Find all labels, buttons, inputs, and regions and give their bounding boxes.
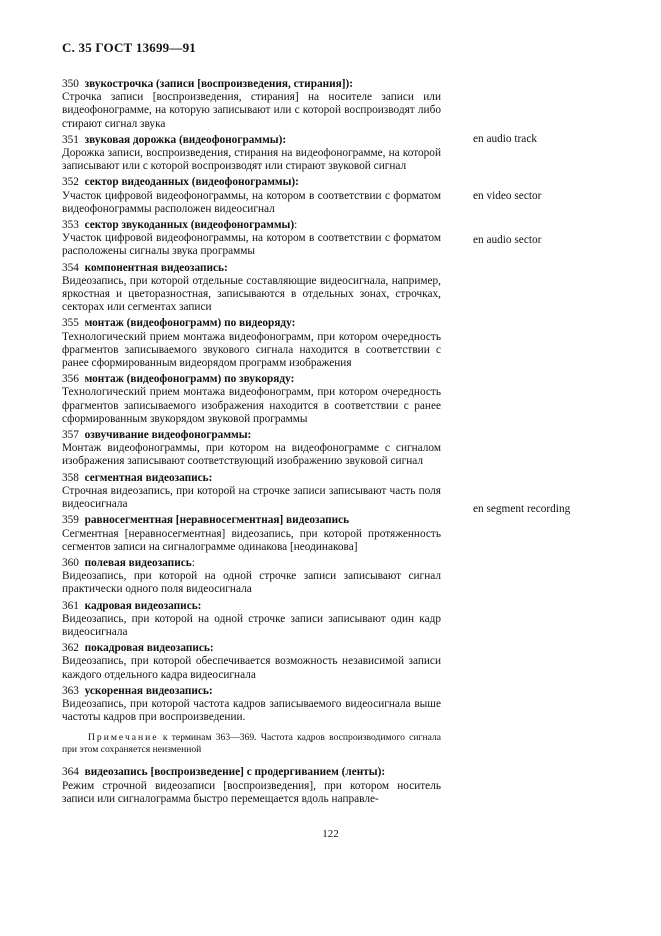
term-number: 353 — [62, 219, 79, 232]
term-title: сегментная видеозапись: — [84, 471, 213, 484]
term-title: звукострочка (записи [воспроизведения, стирания]): — [84, 78, 354, 90]
term-definition: Сегментная [неравносегментная] видеозапись, при которой протяженность сегментов записи на сигналограмме одинакова [неодинакова] — [62, 527, 441, 553]
term-title: покадровая видеозапись: — [84, 642, 214, 655]
term-entry-351 — [62, 134, 441, 174]
term-colon: : — [191, 556, 195, 569]
note — [62, 732, 441, 756]
note-text: к терминам 363—369. Частота кадров воспроизводимого сигнала при этом сохраняется неизменной — [62, 732, 441, 756]
term-entry-362 — [62, 642, 441, 682]
term-title: равносегментная [неравносегментная] видеозапись — [84, 514, 350, 527]
term-number: 350 — [62, 78, 79, 90]
term-title: видеозапись [воспроизведение] с продергиванием (ленты): — [84, 766, 386, 779]
term-title: ускоренная видеозапись: — [84, 684, 213, 697]
term-entry-352 — [62, 176, 441, 216]
term-definition: Монтаж видеофонограммы, при котором на видеофонограмме с сигналом изображения записывают соответствующий изображению звуковой сигнал — [62, 442, 441, 468]
term-colon: : — [294, 219, 298, 232]
term-definition: Технологический прием монтажа видеофонограмм, при котором очередность фрагментов записываемого изображения находится в соответствии с ранее сформированным звукорядом звуковой программы — [62, 386, 441, 425]
term-title: озвучивание видеофонограммы: — [84, 429, 252, 442]
term-title: монтаж (видеофонограмм) по видеоряду: — [84, 317, 296, 330]
term-definition: Видеозапись, при которой на одной строчке записи записывают сигнал практически одного поля видеосигнала — [62, 570, 441, 596]
term-definition: Строчка записи [воспроизведения, стирания] на носителе записи или видеофонограмме, на которую записывают или с которой воспроизводят либо стирают сигнал звука — [62, 91, 441, 130]
term-number: 361 — [62, 599, 79, 612]
term-entry-350 — [62, 78, 441, 131]
term-entry-358 — [62, 472, 441, 512]
term-number: 364 — [62, 766, 79, 779]
term-definition: Видеозапись, при которой на одной строчке записи записывают один кадр видеосигнала — [62, 612, 441, 638]
term-number: 356 — [62, 373, 79, 386]
term-title: кадровая видеозапись: — [84, 599, 202, 612]
note-label: Примечание — [88, 732, 159, 744]
term-number: 359 — [62, 514, 79, 527]
term-definition: Участок цифровой видеофонограммы, на котором в соответствии с форматом видеофонограммы расположен видеосигнал — [62, 189, 441, 215]
page-number: 122 — [322, 828, 339, 840]
term-number: 362 — [62, 642, 79, 655]
term-entry-363 — [62, 685, 441, 725]
term-definition: Технологический прием монтажа видеофонограмм, при котором очередность фрагментов записываемого звукового сигнала находится в соответствии с ранее сформированным видеорядом программ изображения — [62, 330, 441, 370]
english-equivalent-353: en audio sector — [473, 234, 542, 246]
term-number: 355 — [62, 317, 79, 330]
term-title: компонентная видеозапись: — [84, 261, 228, 274]
term-title: сектор звукоданных (видеофонограммы) — [84, 219, 295, 232]
term-entry-359 — [62, 514, 441, 554]
term-entry-361 — [62, 600, 441, 640]
term-number: 354 — [62, 261, 79, 274]
term-entry-353 — [62, 219, 441, 259]
term-definition: Режим строчной видеозаписи [воспроизведения], при котором носитель записи или сигналограмма быстро перемещается вдоль направле- — [62, 779, 441, 805]
term-entry-357 — [62, 429, 441, 469]
term-definition: Участок цифровой видеофонограммы, на котором в соответствии с форматом расположены сигналы звука программы — [62, 232, 441, 258]
term-definition: Видеозапись, при которой обеспечивается возможность независимой записи каждого отдельного кадра видеосигнала — [62, 655, 441, 681]
term-number: 351 — [62, 133, 79, 146]
english-equivalent-352: en video sector — [473, 190, 542, 202]
term-number: 357 — [62, 429, 79, 442]
term-definition: Видеозапись, при которой отдельные составляющие видеосигнала, например, яркостная и цветоразностная, записываются в отдельных зонах, строчках, секторах или сегментах записи — [62, 274, 441, 314]
page-header: С. 35 ГОСТ 13699—91 — [62, 40, 196, 55]
term-title: сектор видеоданных (видеофонограммы): — [84, 176, 299, 189]
term-entry-355 — [62, 317, 441, 370]
term-title: полевая видеозапись — [84, 556, 192, 569]
term-definition: Строчная видеозапись, при которой на строчке записи записывают часть поля видеосигнала — [62, 484, 441, 511]
term-definition: Дорожка записи, воспроизведения, стирания на видеофонограмме, на которой записывают или с которой воспроизводят или стирают звуковой сигнал — [62, 147, 441, 173]
term-title: монтаж (видеофонограмм) по звукоряду: — [84, 373, 295, 386]
term-number: 360 — [62, 556, 79, 569]
term-number: 363 — [62, 684, 79, 697]
term-title: звуковая дорожка (видеофонограммы): — [84, 133, 287, 146]
term-number: 352 — [62, 176, 79, 189]
terms-column — [62, 78, 441, 809]
term-entry-364 — [62, 766, 441, 806]
term-entry-360 — [62, 557, 441, 597]
english-equivalent-351: en audio track — [473, 133, 537, 145]
term-entry-356 — [62, 373, 441, 426]
term-definition: Видеозапись, при которой частота кадров записываемого видеосигнала выше частоты кадров при воспроизведении. — [62, 697, 441, 724]
english-equivalent-358: en segment recording — [473, 503, 571, 515]
term-number: 358 — [62, 471, 79, 484]
term-entry-354 — [62, 262, 441, 315]
